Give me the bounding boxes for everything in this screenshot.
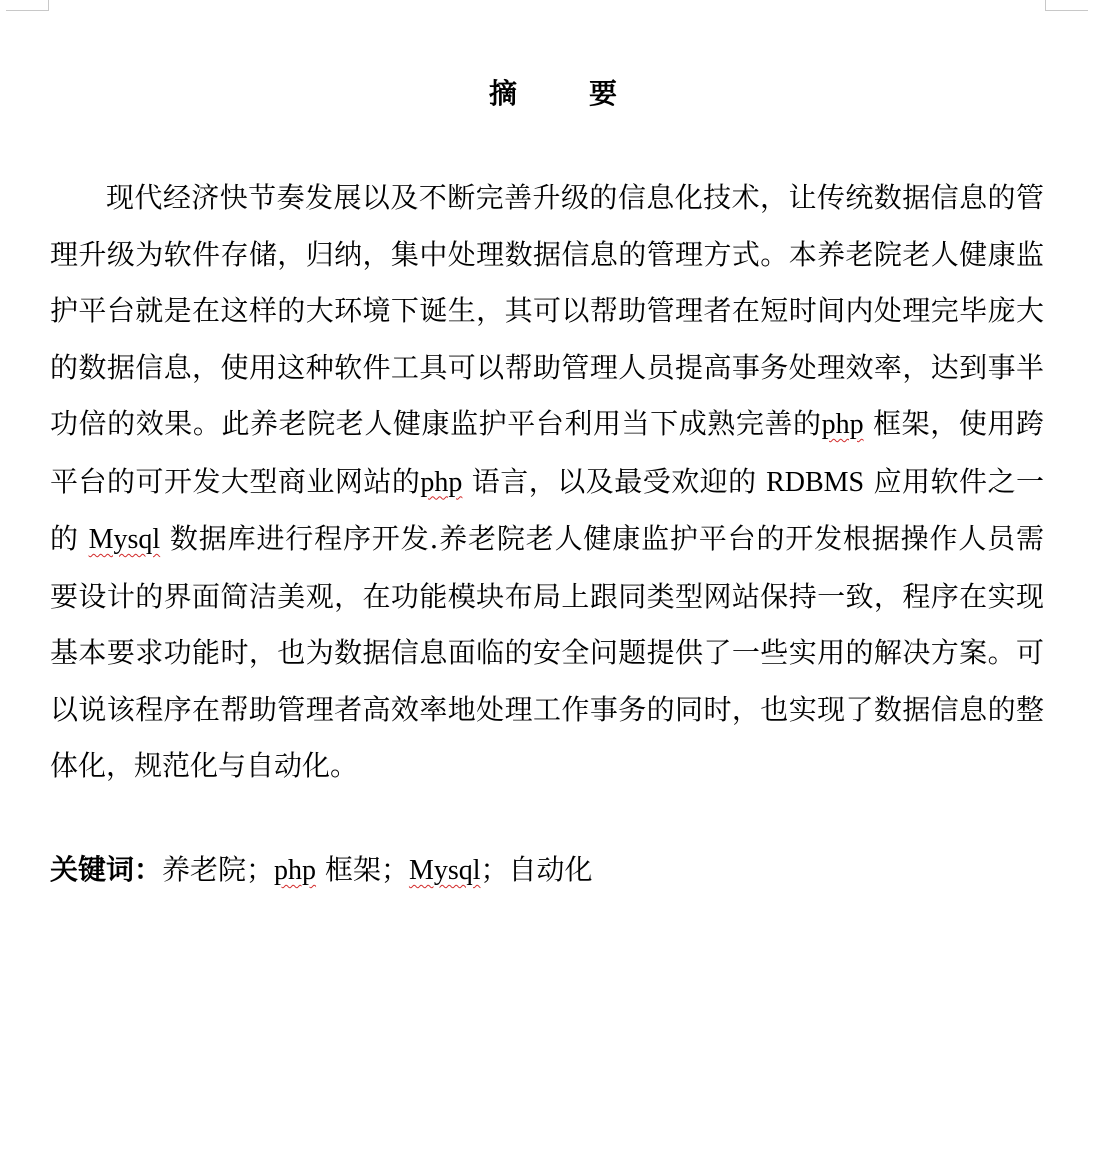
term-php: php bbox=[821, 409, 864, 440]
abstract-line-11: 体化，规范化与自动化。 bbox=[50, 749, 359, 782]
keyword-3: Mysql bbox=[408, 855, 481, 886]
abstract-line-4: 的数据信息，使用这种软件工具可以帮助管理人员提高事务处理效率，达到事半 bbox=[50, 350, 1044, 384]
abstract-line-1: 现代经济快节奏发展以及不断完善升级的信息化技术，让传统数据信息的管 bbox=[106, 181, 1044, 214]
term-rdbms: RDBMS bbox=[766, 466, 865, 498]
keyword-4: 自动化 bbox=[508, 853, 593, 886]
keywords-label: 关键词： bbox=[50, 853, 163, 886]
abstract-line-6: 平台的可开发大型商业网站的php 语言，以及最受欢迎的 RDBMS 应用软件之一 bbox=[50, 464, 1044, 498]
abstract-title: 摘 要 bbox=[488, 77, 639, 110]
page-corner-mark-left bbox=[6, 0, 49, 11]
abstract-line-7: 的 Mysql 数据库进行程序开发.养老院老人健康监护平台的开发根据操作人员需 bbox=[50, 522, 1044, 555]
abstract-line-8: 要设计的界面简洁美观，在功能模块布局上跟同类型网站保持一致，程序在实现 bbox=[50, 579, 1044, 613]
page-corner-mark-right bbox=[1045, 0, 1088, 11]
abstract-line-9: 基本要求功能时，也为数据信息面临的安全问题提供了一些实用的解决方案。可 bbox=[50, 636, 1044, 669]
term-mysql: Mysql bbox=[88, 524, 161, 555]
keyword-3-suffix: ； bbox=[480, 853, 509, 886]
keyword-2-suffix: 框架； bbox=[324, 853, 409, 886]
keywords-line bbox=[50, 848, 593, 893]
keyword-2: php bbox=[274, 855, 317, 886]
abstract-line-10: 以说该程序在帮助管理者高效率地处理工作事务的同时，也实现了数据信息的整 bbox=[50, 692, 1044, 726]
abstract-body bbox=[50, 170, 1044, 795]
abstract-line-3: 护平台就是在这样的大环境下诞生，其可以帮助管理者在短时间内处理完毕庞大 bbox=[50, 294, 1044, 327]
abstract-line-5: 功倍的效果。此养老院老人健康监护平台利用当下成熟完善的php 框架，使用跨 bbox=[50, 407, 1044, 440]
abstract-line-2: 理升级为软件存储，归纳，集中处理数据信息的管理方式。本养老院老人健康监 bbox=[50, 237, 1044, 271]
term-php: php bbox=[420, 466, 463, 498]
keyword-1: 养老院； bbox=[162, 853, 275, 886]
